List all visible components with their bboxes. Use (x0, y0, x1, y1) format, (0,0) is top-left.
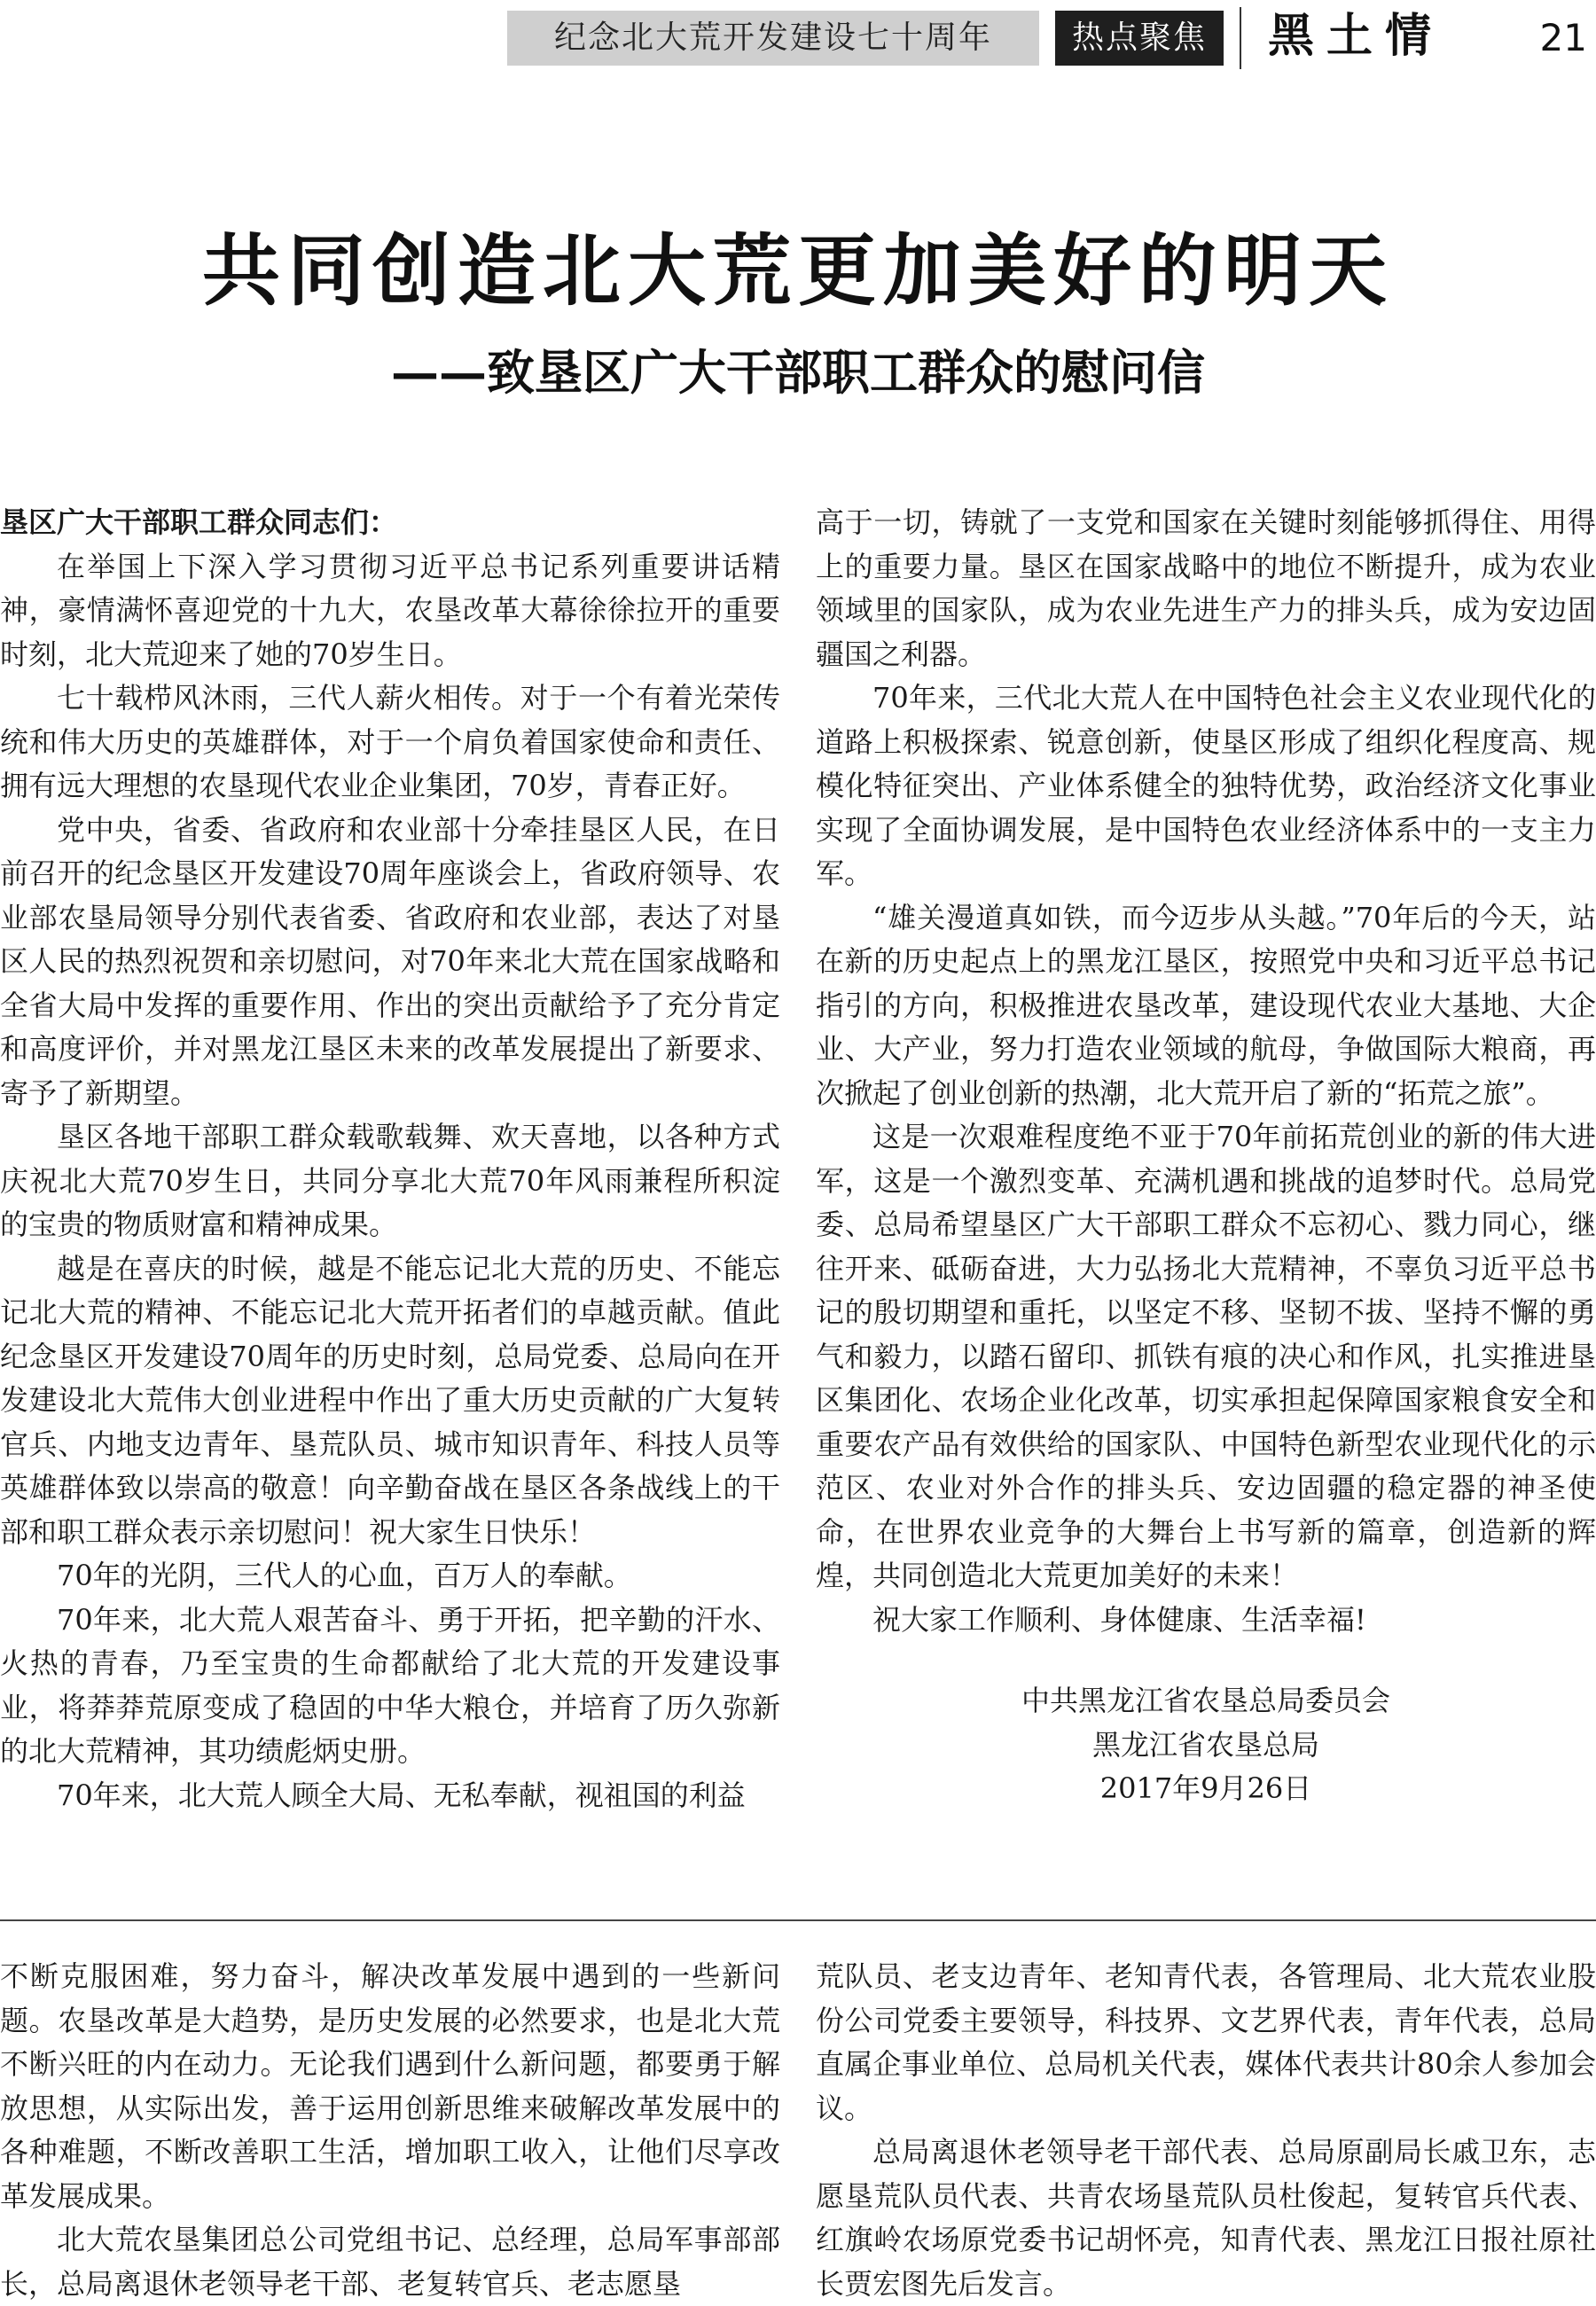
paragraph: “雄关漫道真如铁，而今迈步从头越。”70年后的今天，站在新的历史起点上的黑龙江垦区，按照党中央和习近平总书记指引的方向，积极推进农垦改革，建设现代农业大基地、大企业、大产业，努力打造农业领域的航母，争做国际大粮商，再次掀起了创业创新的热潮，北大荒开启了新的“拓荒之旅”。 (816, 900, 1596, 1110)
section-label: 热点聚焦 (1055, 11, 1224, 66)
paragraph: 70年的光阴，三代人的心血，百万人的奉献。 (57, 1559, 632, 1592)
lower-column-right (816, 1955, 1596, 2306)
paragraph: 荒队员、老支边青年、老知青代表，各管理局、北大荒农业股份公司党委主要领导，科技界、文艺界代表，青年代表，总局直属企事业单位、总局机关代表，媒体代表共计80余人参加会议。 (816, 1959, 1596, 2125)
page-header (0, 0, 1596, 80)
paragraph: 七十载栉风沐雨，三代人薪火相传。对于一个有着光荣传统和伟大历史的英雄群体，对于一个肩负着国家使命和责任、拥有远大理想的农垦现代农业企业集团，70岁，青春正好。 (0, 681, 780, 802)
header-divider (1240, 7, 1241, 69)
salutation: 垦区广大干部职工群众同志们： (0, 505, 398, 539)
signature-org1: 中共黑龙江省农垦总局委员会 (1021, 1684, 1390, 1717)
paragraph: 70年来，北大荒人顾全大局、无私奉献，视祖国的利益 (57, 1778, 746, 1812)
lower-column-left (0, 1955, 780, 2306)
paragraph: 高于一切，铸就了一支党和国家在关键时刻能够抓得住、用得上的重要力量。垦区在国家战略中的地位不断提升，成为农业领域里的国家队，成为农业先进生产力的排头兵，成为安边固疆国之利器。 (816, 505, 1596, 671)
article-title: 共同创造北大荒更加美好的明天 (201, 224, 1394, 317)
paragraph: 70年来，北大荒人艰苦奋斗、勇于开拓，把辛勤的汗水、火热的青春，乃至宝贵的生命都献给了北大荒的开发建设事业，将莽莽荒原变成了稳固的中华大粮仓，并培育了历久弥新的北大荒精神，其功绩彪炳史册。 (0, 1602, 780, 1768)
signature-org2: 黑龙江省农垦总局 (1091, 1727, 1319, 1762)
article-subtitle: ——致垦区广大干部职工群众的慰问信 (391, 344, 1205, 401)
page-number: 21 (1539, 16, 1587, 59)
paragraph: 70年来，三代北大荒人在中国特色社会主义农业现代化的道路上积极探索、锐意创新，使垦区形成了组织化程度高、规模化特征突出、产业体系健全的独特优势，政治经济文化事业实现了全面协调发展，是中国特色农业经济体系中的一支主力军。 (816, 681, 1596, 890)
signature-date: 2017年9月26日 (1099, 1771, 1312, 1805)
paragraph: 垦区各地干部职工群众载歌载舞、欢天喜地，以各种方式庆祝北大荒70岁生日，共同分享北大荒70年风雨兼程所积淀的宝贵的物质财富和精神成果。 (0, 1120, 780, 1241)
letter-column-left (0, 501, 780, 1884)
paragraph: 在举国上下深入学习贯彻习近平总书记系列重要讲话精神，豪情满怀喜迎党的十九大，农垦改革大幕徐徐拉开的重要时刻，北大荒迎来了她的70岁生日。 (0, 549, 780, 671)
paragraph: 越是在喜庆的时候，越是不能忘记北大荒的历史、不能忘记北大荒的精神、不能忘记北大荒开拓者们的卓越贡献。值此纪念垦区开发建设70周年的历史时刻，总局党委、总局向在开发建设北大荒伟大创业进程中作出了重大历史贡献的广大复转官兵、内地支边青年、垦荒队员、城市知识青年、科技人员等英雄群体致以崇高的敬意！向辛勤奋战在垦区各条战线上的干部和职工群众表示亲切慰问！祝大家生日快乐！ (0, 1251, 780, 1549)
paragraph: 祝大家工作顺利、身体健康、生活幸福! (872, 1602, 1366, 1637)
section-divider (0, 1919, 1596, 1921)
paragraph: 不断克服困难，努力奋斗，解决改革发展中遇到的一些新问题。农垦改革是大趋势，是历史发展的必然要求，也是北大荒不断兴旺的内在动力。无论我们遇到什么新问题，都要勇于解放思想，从实际出发，善于运用创新思维来破解改革发展中的各种难题，不断改善职工生活，增加职工收入，让他们尽享改革发展成果。 (0, 1959, 780, 2213)
paragraph: 总局离退休老领导老干部代表、总局原副局长戚卫东，志愿垦荒队员代表、共青农场垦荒队员杜俊起，复转官兵代表、红旗岭农场原党委书记胡怀亮，知青代表、黑龙江日报社原社长贾宏图先后发言。 (816, 2135, 1596, 2301)
signature-block (816, 1679, 1596, 1811)
paragraph: 这是一次艰难程度绝不亚于70年前拓荒创业的新的伟大进军，这是一个激烈变革、充满机遇和挑战的追梦时代。总局党委、总局希望垦区广大干部职工群众不忘初心、戮力同心，继往开来、砥砺奋进，大力弘扬北大荒精神，不辜负习近平总书记的殷切期望和重托，以坚定不移、坚韧不拔、坚持不懈的勇气和毅力，以踏石留印、抓铁有痕的决心和作风，扎实推进垦区集团化、农场企业化改革，切实承担起保障国家粮食安全和重要农产品有效供给的国家队、中国特色新型农业现代化的示范区、农业对外合作的排头兵、安边固疆的稳定器的神圣使命，在世界农业竞争的大舞台上书写新的篇章，创造新的辉煌，共同创造北大荒更加美好的未来！ (816, 1120, 1596, 1592)
brand-logo: 黑土情 (1268, 9, 1444, 63)
letter-column-right (816, 501, 1596, 1884)
paragraph: 北大荒农垦集团总公司党组书记、总经理，总局军事部部长，总局离退休老领导老干部、老复转官兵、老志愿垦 (0, 2223, 780, 2301)
paragraph: 党中央，省委、省政府和农业部十分牵挂垦区人民，在日前召开的纪念垦区开发建设70周年座谈会上，省政府领导、农业部农垦局领导分别代表省委、省政府和农业部，表达了对垦区人民的热烈祝贺和亲切慰问，对70年来北大荒在国家战略和全省大局中发挥的重要作用、作出的突出贡献给予了充分肯定和高度评价，并对黑龙江垦区未来的改革发展提出了新要求、寄予了新期望。 (0, 812, 780, 1110)
column-label: 纪念北大荒开发建设七十周年 (507, 11, 1039, 66)
